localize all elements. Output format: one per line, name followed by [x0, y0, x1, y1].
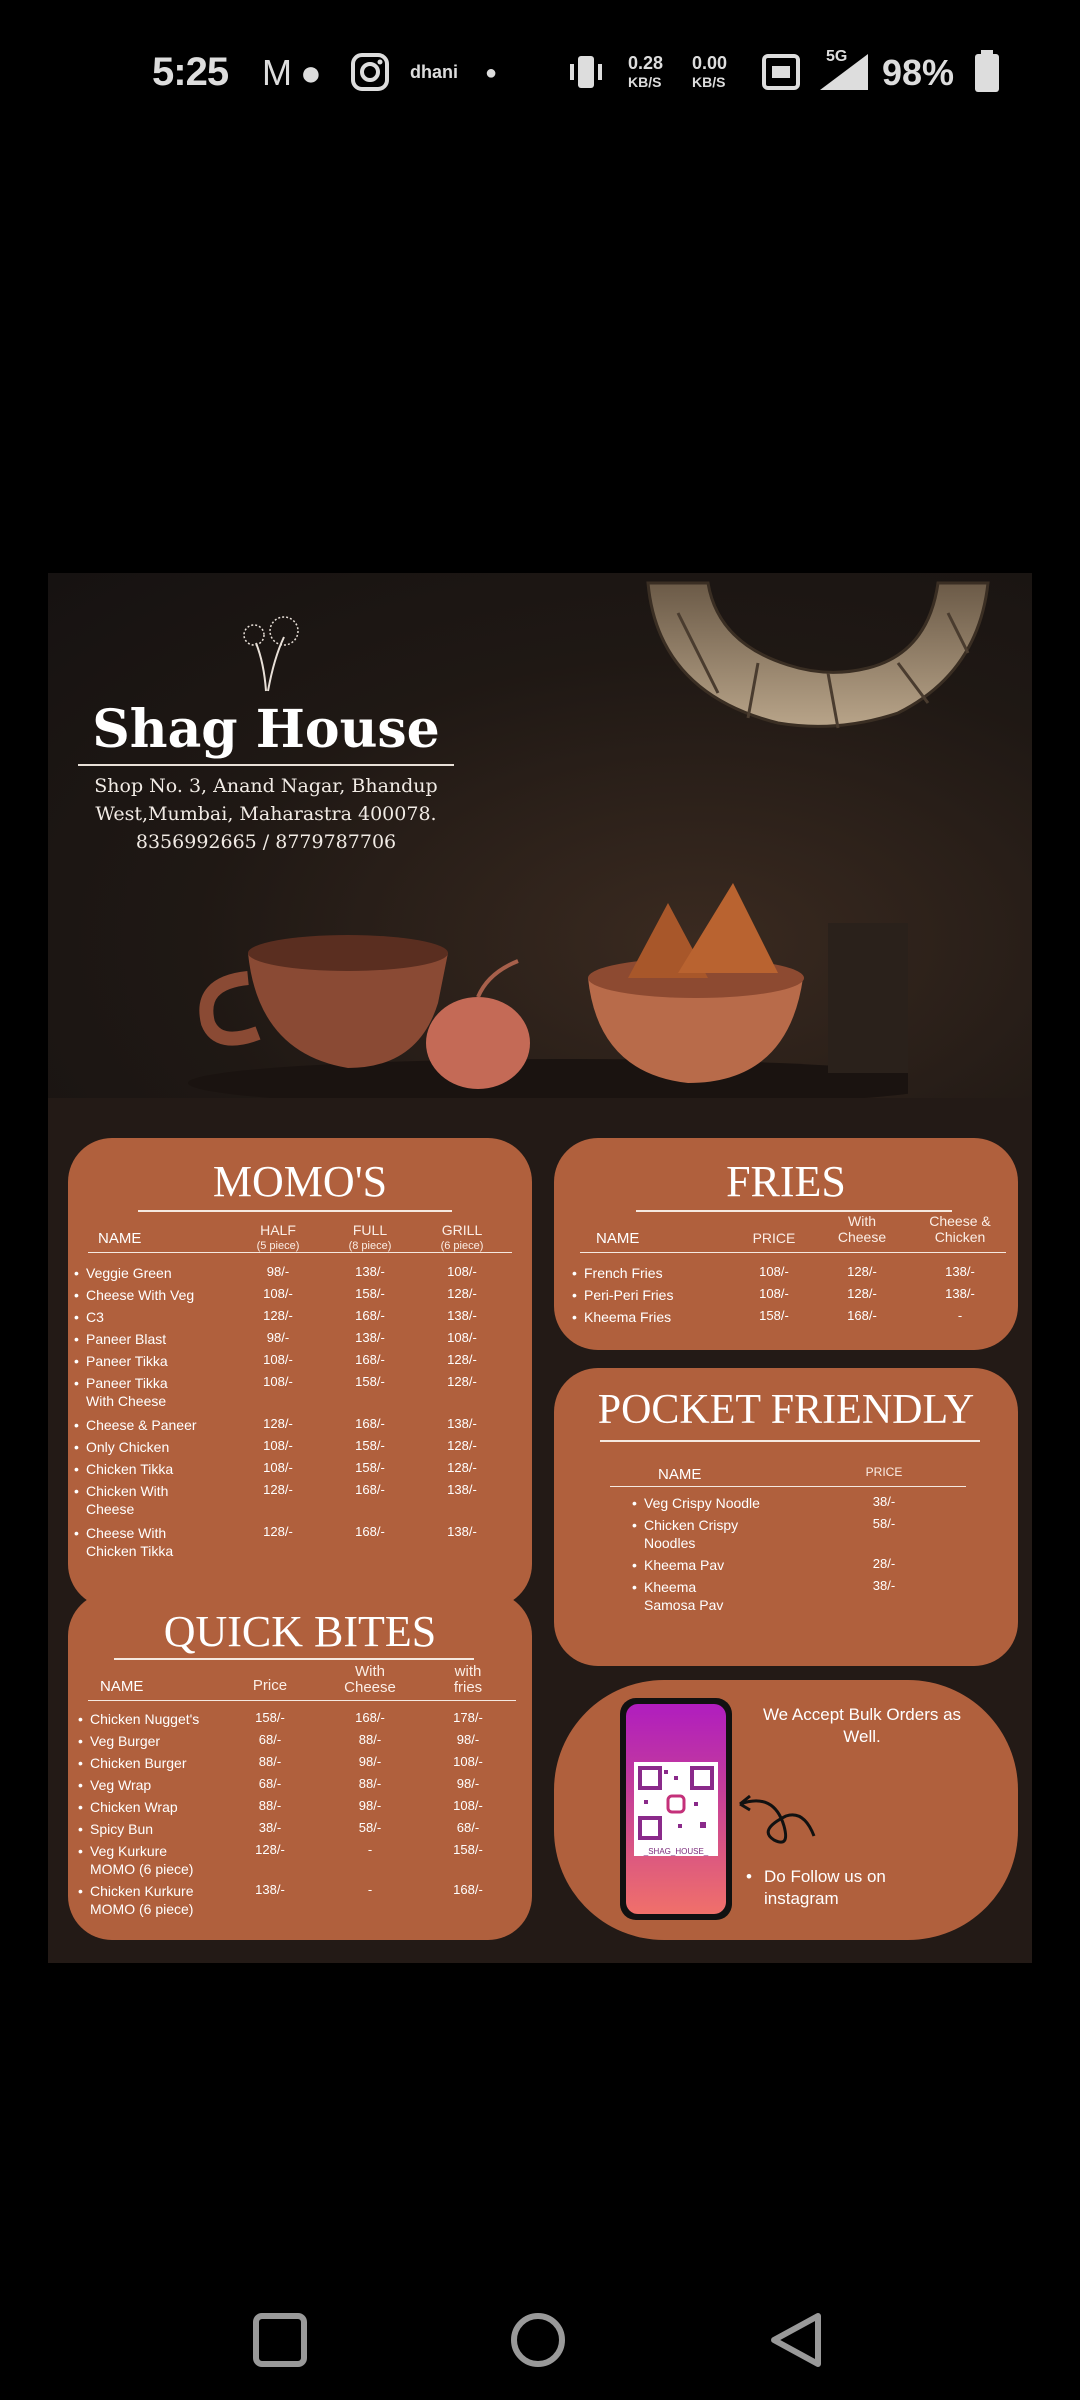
momos-col-name: NAME	[98, 1230, 142, 1247]
quick-item-cheese: -	[367, 1882, 373, 1897]
momos-title: MOMO'S	[212, 1157, 388, 1206]
momos-item-grill: 138/-	[447, 1482, 477, 1497]
quick-item-name: Veg Burger	[90, 1733, 161, 1749]
momos-item-grill: 128/-	[447, 1438, 477, 1453]
momos-item-grill: 138/-	[447, 1416, 477, 1431]
volte-icon	[762, 52, 800, 92]
pocket-item-row	[632, 1516, 739, 1552]
bullet-icon: •	[74, 1331, 79, 1347]
pocket-header-rule	[610, 1486, 966, 1487]
quick-col-name: NAME	[100, 1678, 144, 1695]
network-type: 5G	[826, 48, 848, 65]
momos-item-name-line2: Chicken Tikka	[86, 1543, 174, 1559]
momos-item-name: Chicken Tikka	[86, 1461, 174, 1477]
quick-item-cheese: 98/-	[358, 1754, 382, 1769]
quick-item-fries: 108/-	[453, 1798, 483, 1813]
bullet-icon: •	[74, 1265, 79, 1281]
momos-header-rule	[88, 1252, 512, 1253]
momos-item-half: 128/-	[263, 1524, 293, 1539]
pocket-item-price: 38/-	[872, 1578, 896, 1593]
momos-item-name: Paneer Tikka	[86, 1375, 168, 1391]
quick-item-row	[78, 1882, 194, 1918]
bullet-icon: •	[632, 1579, 637, 1595]
bullet-icon: •	[74, 1483, 79, 1499]
brand-phones: 8356992665 / 8779787706	[135, 831, 397, 853]
momos-item-row	[74, 1524, 174, 1560]
fries-item-name: Kheema Fries	[584, 1309, 672, 1325]
momos-item-grill: 108/-	[447, 1330, 477, 1345]
bullet-icon: •	[572, 1265, 577, 1281]
pocket-item-price: 28/-	[872, 1556, 896, 1571]
fries-item-price: 108/-	[759, 1264, 789, 1279]
quick-item-cheese: 168/-	[355, 1710, 385, 1725]
quick-item-row	[78, 1776, 152, 1794]
momos-item-grill: 128/-	[447, 1374, 477, 1389]
momos-item-row	[74, 1308, 104, 1326]
momos-item-grill: 108/-	[447, 1264, 477, 1279]
quick-item-name: Chicken Wrap	[90, 1799, 178, 1815]
quick-card	[68, 1592, 532, 1940]
quick-item-name-line2: MOMO (6 piece)	[90, 1901, 194, 1917]
quick-item-name: Chicken Nugget's	[90, 1711, 200, 1727]
status-time: 5:25	[152, 50, 229, 94]
bullet-icon: •	[74, 1353, 79, 1369]
momos-item-grill: 128/-	[447, 1352, 477, 1367]
snapchat-icon: ●	[300, 52, 322, 93]
momos-item-row	[74, 1438, 170, 1456]
bullet-icon: •	[632, 1495, 637, 1511]
quick-item-price: 68/-	[258, 1776, 282, 1791]
momos-item-full: 168/-	[355, 1524, 385, 1539]
momos-item-full: 168/-	[355, 1308, 385, 1323]
bullet-icon: •	[78, 1821, 83, 1837]
fries-item-price: 158/-	[759, 1308, 789, 1323]
flower-logo-icon	[226, 613, 306, 693]
bullet-icon: •	[74, 1461, 79, 1477]
momos-item-name: Cheese With Veg	[86, 1287, 195, 1303]
pocket-item-row	[632, 1556, 725, 1574]
momos-col-full: FULL (8 piece)	[348, 1222, 392, 1252]
bullet-icon: •	[78, 1883, 83, 1899]
fries-item-chicken: 138/-	[945, 1286, 975, 1301]
momos-item-row	[74, 1264, 172, 1282]
bullet-icon: •	[78, 1843, 83, 1859]
qr-code-icon	[634, 1762, 718, 1842]
quick-item-cheese: 88/-	[358, 1776, 382, 1791]
momos-item-full: 138/-	[355, 1264, 385, 1279]
pocket-item-price: 38/-	[872, 1494, 896, 1509]
quick-item-fries: 98/-	[456, 1776, 480, 1791]
pocket-card	[554, 1368, 1018, 1666]
momos-col-half: HALF (5 piece)	[256, 1222, 300, 1252]
quick-item-cheese: 58/-	[358, 1820, 382, 1835]
quick-item-row	[78, 1754, 187, 1772]
quick-item-name-line2: MOMO (6 piece)	[90, 1861, 194, 1877]
momos-item-half: 108/-	[263, 1374, 293, 1389]
battery-percent: 98%	[882, 52, 955, 93]
bullet-icon: •	[78, 1755, 83, 1771]
pocket-item-name: Kheema	[644, 1579, 697, 1595]
quick-item-price: 88/-	[258, 1798, 282, 1813]
fries-item-cheese: 168/-	[847, 1308, 877, 1323]
net-speed-2: 0.00 KB/S	[692, 53, 728, 90]
brand-address-1: Shop No. 3, Anand Nagar, Bhandup	[94, 775, 438, 797]
quick-col-cheese: With Cheese	[344, 1663, 396, 1696]
pocket-item-row	[632, 1494, 760, 1512]
momos-title-rule	[138, 1210, 452, 1212]
food-photo	[188, 883, 908, 1098]
menu-image	[48, 573, 1032, 1963]
momos-item-full: 158/-	[355, 1374, 385, 1389]
pocket-col-name: NAME	[658, 1466, 702, 1483]
dot-icon: ●	[485, 62, 498, 84]
pocket-item-row	[632, 1578, 724, 1614]
brand-address-2: West,Mumbai, Maharastra 400078.	[95, 803, 437, 825]
bullet-icon: •	[74, 1309, 79, 1325]
quick-item-row	[78, 1798, 178, 1816]
quick-item-fries: 178/-	[453, 1710, 483, 1725]
quick-item-name: Spicy Bun	[90, 1821, 154, 1837]
pocket-item-name: Kheema Pav	[644, 1557, 725, 1573]
fries-item-price: 108/-	[759, 1286, 789, 1301]
momos-item-full: 168/-	[355, 1416, 385, 1431]
hero-photo	[48, 573, 1032, 1098]
fries-item-row	[572, 1286, 674, 1304]
fries-item-cheese: 128/-	[847, 1286, 877, 1301]
bullet-icon: •	[78, 1777, 83, 1793]
momos-item-row	[74, 1352, 168, 1370]
vibrate-icon	[568, 52, 604, 92]
quick-title-rule	[114, 1658, 474, 1660]
quick-item-fries: 68/-	[456, 1820, 480, 1835]
momos-item-grill: 138/-	[447, 1308, 477, 1323]
bullet-icon: •	[74, 1375, 79, 1391]
status-bar	[0, 0, 1080, 140]
bullet-icon: •	[78, 1733, 83, 1749]
momos-item-name: Veggie Green	[86, 1265, 172, 1281]
quick-col-fries: with fries	[453, 1663, 483, 1696]
quick-item-row	[78, 1732, 161, 1750]
pocket-item-name: Chicken Crispy	[644, 1517, 739, 1533]
momos-item-half: 128/-	[263, 1416, 293, 1431]
momos-item-grill: 128/-	[447, 1286, 477, 1301]
quick-title: QUICK BITES	[163, 1607, 437, 1656]
gmail-icon: M	[262, 52, 292, 93]
momos-item-row	[74, 1482, 169, 1518]
momos-item-half: 128/-	[263, 1308, 293, 1323]
momos-item-name: Chicken With	[86, 1483, 169, 1499]
pocket-title: POCKET FRIENDLY	[597, 1387, 975, 1433]
momos-item-grill: 128/-	[447, 1460, 477, 1475]
signal-icon	[818, 52, 872, 92]
bullet-icon: •	[74, 1525, 79, 1541]
momos-item-half: 108/-	[263, 1438, 293, 1453]
quick-header-rule	[88, 1700, 516, 1701]
fries-item-chicken: -	[957, 1308, 963, 1323]
brand-block	[78, 613, 454, 856]
follow-text: • Do Follow us on instagram	[746, 1867, 886, 1908]
momos-item-name: Cheese & Paneer	[86, 1417, 197, 1433]
fries-col-name: NAME	[596, 1230, 640, 1247]
home-button[interactable]	[508, 2310, 568, 2370]
arrow-doodle-icon	[734, 1786, 824, 1856]
momos-item-full: 158/-	[355, 1286, 385, 1301]
quick-col-price: Price	[252, 1677, 288, 1694]
lantern-illustration	[638, 573, 998, 743]
quick-item-price: 158/-	[255, 1710, 285, 1725]
carrier-label: dhani	[410, 62, 458, 82]
quick-item-name: Veg Wrap	[90, 1777, 152, 1793]
momos-item-name: Cheese With	[86, 1525, 167, 1541]
momos-item-full: 158/-	[355, 1438, 385, 1453]
promo-card	[554, 1680, 1018, 1940]
bulk-orders-text: We Accept Bulk Orders as Well.	[762, 1705, 962, 1746]
pocket-item-price: 58/-	[872, 1516, 896, 1531]
fries-card	[554, 1138, 1018, 1350]
brand-divider	[78, 764, 454, 766]
quick-item-row	[78, 1710, 200, 1728]
bullet-icon: •	[572, 1287, 577, 1303]
quick-item-cheese: 88/-	[358, 1732, 382, 1747]
fries-item-row	[572, 1308, 672, 1326]
nav-bar	[0, 2280, 1080, 2400]
recents-button[interactable]	[250, 2310, 310, 2370]
quick-item-fries: 98/-	[456, 1732, 480, 1747]
bullet-icon: •	[78, 1799, 83, 1815]
momos-item-row	[74, 1374, 168, 1410]
fries-header-rule	[580, 1252, 1006, 1253]
back-button[interactable]	[766, 2310, 826, 2370]
quick-item-name: Veg Kurkure	[90, 1843, 168, 1859]
bullet-icon: •	[74, 1439, 79, 1455]
quick-item-price: 138/-	[255, 1882, 285, 1897]
bullet-icon: •	[572, 1309, 577, 1325]
bullet-icon: •	[74, 1417, 79, 1433]
momos-item-row	[74, 1286, 195, 1304]
fries-col-price: PRICE	[752, 1230, 796, 1246]
bullet-icon: •	[74, 1287, 79, 1303]
momos-item-half: 128/-	[263, 1482, 293, 1497]
momos-item-row	[74, 1460, 174, 1478]
quick-item-name: Chicken Burger	[90, 1755, 187, 1771]
qr-code	[634, 1762, 718, 1856]
bullet-icon: •	[632, 1517, 637, 1533]
quick-item-price: 38/-	[258, 1820, 282, 1835]
momos-item-full: 158/-	[355, 1460, 385, 1475]
pocket-item-name-line2: Noodles	[644, 1535, 696, 1551]
quick-item-row	[78, 1820, 154, 1838]
pocket-title-rule	[600, 1440, 980, 1442]
quick-item-price: 88/-	[258, 1754, 282, 1769]
momos-item-full: 168/-	[355, 1482, 385, 1497]
brand-name: Shag House	[92, 699, 440, 760]
momos-item-name: Paneer Tikka	[86, 1353, 168, 1369]
fries-col-cheese: With Cheese	[837, 1213, 887, 1245]
fries-item-row	[572, 1264, 663, 1282]
instagram-icon	[350, 52, 390, 92]
phone-mockup	[620, 1698, 732, 1920]
momos-item-name: C3	[86, 1309, 104, 1325]
quick-item-price: 68/-	[258, 1732, 282, 1747]
quick-item-cheese: -	[367, 1842, 373, 1857]
momos-item-name-line2: With Cheese	[86, 1393, 167, 1409]
pocket-item-name-line2: Samosa Pav	[644, 1597, 724, 1613]
fries-item-name: French Fries	[584, 1265, 663, 1281]
net-speed-1: 0.28 KB/S	[628, 53, 664, 90]
quick-item-name: Chicken Kurkure	[90, 1883, 194, 1899]
momos-item-full: 138/-	[355, 1330, 385, 1345]
fries-item-chicken: 138/-	[945, 1264, 975, 1279]
momos-item-name: Paneer Blast	[86, 1331, 167, 1347]
battery-icon	[972, 48, 1002, 94]
quick-item-row	[78, 1842, 194, 1878]
momos-item-half: 108/-	[263, 1352, 293, 1367]
fries-col-chicken: Cheese & Chicken	[929, 1213, 991, 1245]
momos-item-name-line2: Cheese	[86, 1501, 135, 1517]
quick-item-fries: 168/-	[453, 1882, 483, 1897]
instagram-handle: _SHAG_HOUSE_	[643, 1847, 709, 1856]
momos-item-row	[74, 1330, 167, 1348]
momos-item-half: 98/-	[266, 1330, 290, 1345]
fries-item-cheese: 128/-	[847, 1264, 877, 1279]
momos-item-half: 98/-	[266, 1264, 290, 1279]
momos-item-row	[74, 1416, 197, 1434]
momos-item-half: 108/-	[263, 1460, 293, 1475]
fries-title-rule	[636, 1210, 952, 1212]
quick-item-fries: 158/-	[453, 1842, 483, 1857]
quick-item-fries: 108/-	[453, 1754, 483, 1769]
pocket-item-name: Veg Crispy Noodle	[644, 1495, 760, 1511]
momos-item-grill: 138/-	[447, 1524, 477, 1539]
momos-item-full: 168/-	[355, 1352, 385, 1367]
quick-item-price: 128/-	[255, 1842, 285, 1857]
bullet-icon: •	[632, 1557, 637, 1573]
fries-title: FRIES	[726, 1157, 846, 1206]
fries-item-name: Peri-Peri Fries	[584, 1287, 674, 1303]
quick-item-cheese: 98/-	[358, 1798, 382, 1813]
momos-col-grill: GRILL (6 piece)	[440, 1222, 484, 1252]
pocket-col-price: PRICE	[865, 1465, 903, 1479]
momos-item-name: Only Chicken	[86, 1439, 170, 1455]
momos-item-half: 108/-	[263, 1286, 293, 1301]
bullet-icon: •	[78, 1711, 83, 1727]
momos-card	[68, 1138, 532, 1608]
